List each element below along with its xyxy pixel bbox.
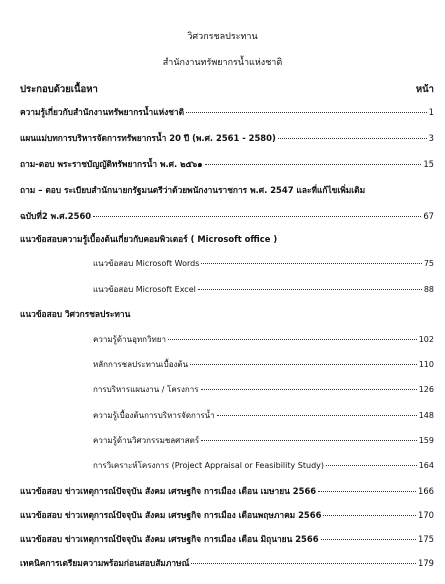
toc-header-contents: ประกอบด้วยเนื้อหา	[20, 84, 98, 95]
toc-entry[interactable]	[20, 158, 434, 170]
toc-entry-title: ความรู้เกี่ยวกับสำนักงานทรัพยากรน้ำแห่งชาติ	[20, 107, 185, 117]
toc-entry-title: แผนแม่บทการบริหารจัดการทรัพยากรน้ำ 20 ปี (พ.ศ. 2561 - 2580)	[20, 133, 276, 143]
toc-entry-page: 179	[418, 558, 434, 568]
toc-entry-title: แนวข้อสอบ ข่าวเหตุการณ์ปัจจุบัน สังคม เศรษฐกิจ การเมือง เดือน มิถุนายน 2566	[20, 534, 319, 544]
document-title: วิศวกรชลประทาน	[187, 32, 258, 42]
document-subtitle: สำนักงานทรัพยากรน้ำแห่งชาติ	[162, 58, 283, 68]
toc-entry-page: 110	[418, 360, 434, 369]
toc-entry-page: 164	[418, 461, 434, 470]
toc-entry-page: 148	[418, 411, 434, 420]
toc-header	[20, 84, 434, 96]
dot-leader	[217, 415, 417, 416]
toc-entry-title: ถาม – ตอบ ระเบียบสำนักนายกรัฐมนตรีว่าด้วยพนักงานราชการ พ.ศ. 2547 และที่แก้ไขเพิ่มเติม	[20, 185, 366, 195]
section-heading-engineer: แนวข้อสอบ วิศวกรชลประทาน	[20, 309, 131, 319]
dot-leader	[201, 440, 417, 441]
toc-entry-page: 67	[423, 211, 434, 221]
toc-entry[interactable]	[20, 533, 434, 545]
toc-entry-page: 75	[423, 259, 434, 268]
toc-entry-page: 3	[428, 133, 434, 143]
toc-entry-page: 15	[423, 159, 434, 169]
toc-subentry[interactable]	[93, 435, 434, 447]
toc-subentry[interactable]	[93, 384, 434, 396]
toc-entry[interactable]	[20, 132, 434, 144]
toc-entry-page: 1	[428, 107, 434, 117]
dot-leader	[93, 216, 421, 217]
toc-subentry[interactable]	[93, 334, 434, 346]
dot-leader	[326, 465, 417, 466]
toc-entry[interactable]	[20, 485, 434, 497]
toc-entry[interactable]	[20, 557, 434, 569]
toc-entry-title: ความรู้ด้านอุทกวิทยา	[93, 335, 166, 344]
toc-subentry[interactable]	[93, 460, 434, 472]
dot-leader	[186, 112, 427, 113]
toc-entry[interactable]	[20, 106, 434, 118]
toc-entry-title: ความรู้ด้านวิศวกรรมชลศาสตร์	[93, 436, 200, 445]
toc-entry-title: แนวข้อสอบ ข่าวเหตุการณ์ปัจจุบัน สังคม เศรษฐกิจ การเมือง เดือน เมษายน 2566	[20, 486, 317, 496]
dot-leader	[278, 138, 427, 139]
toc-entry-page: 166	[418, 486, 434, 496]
toc-subentry[interactable]	[93, 359, 434, 371]
toc-entry-page: 88	[423, 285, 434, 294]
toc-entry[interactable]	[20, 509, 434, 521]
toc-entry-title: การบริหารแผนงาน / โครงการ	[93, 385, 199, 394]
dot-leader	[201, 389, 417, 390]
toc-entry-title: แนวข้อสอบ ข่าวเหตุการณ์ปัจจุบัน สังคม เศรษฐกิจ การเมือง เดือนพฤษภาคม 2566	[20, 510, 322, 520]
dot-leader	[168, 339, 417, 340]
toc-header-page: หน้า	[415, 84, 434, 95]
toc-entry-page: 102	[418, 335, 434, 344]
dot-leader	[318, 491, 416, 492]
toc-entry-title: ถาม-ตอบ พระราชบัญญัติทรัพยากรน้ำ พ.ศ. ๒๕๖๑	[20, 159, 203, 169]
toc-entry-title: แนวข้อสอบ Microsoft Excel	[93, 285, 196, 294]
dot-leader	[323, 515, 416, 516]
dot-leader	[198, 289, 422, 290]
dot-leader	[205, 164, 422, 165]
toc-subentry[interactable]	[93, 410, 434, 422]
dot-leader	[321, 539, 416, 540]
dot-leader	[201, 263, 421, 264]
toc-subentry[interactable]	[93, 258, 434, 270]
toc-entry-title: ความรู้เบื้องต้นการบริหารจัดการน้ำ	[93, 411, 215, 420]
toc-entry[interactable]	[20, 184, 434, 196]
dot-leader	[190, 364, 417, 365]
toc-entry-page: 175	[418, 534, 434, 544]
toc-entry-page: 159	[418, 436, 434, 445]
toc-entry-title: หลักการชลประทานเบื้องต้น	[93, 360, 189, 369]
toc-entry-title: แนวข้อสอบ Microsoft Words	[93, 259, 200, 268]
dot-leader	[191, 563, 416, 564]
toc-entry-title: ฉบับที่2 พ.ศ.2560	[20, 211, 92, 221]
section-heading-computer: แนวข้อสอบความรู้เบื้องต้นเกี่ยวกับคอมพิวเตอร์ ( Microsoft office )	[20, 234, 278, 244]
toc-entry-page: 126	[418, 385, 434, 394]
toc-entry-title: เทคนิคการเตรียมความพร้อมก่อนสอบสัมภาษณ์	[20, 558, 190, 568]
toc-entry[interactable]	[20, 210, 434, 222]
toc-subentry[interactable]	[93, 284, 434, 296]
toc-entry-title: การวิเคราะห์โครงการ (Project Appraisal or Feasibility Study)	[93, 461, 324, 470]
toc-entry-page: 170	[418, 510, 434, 520]
